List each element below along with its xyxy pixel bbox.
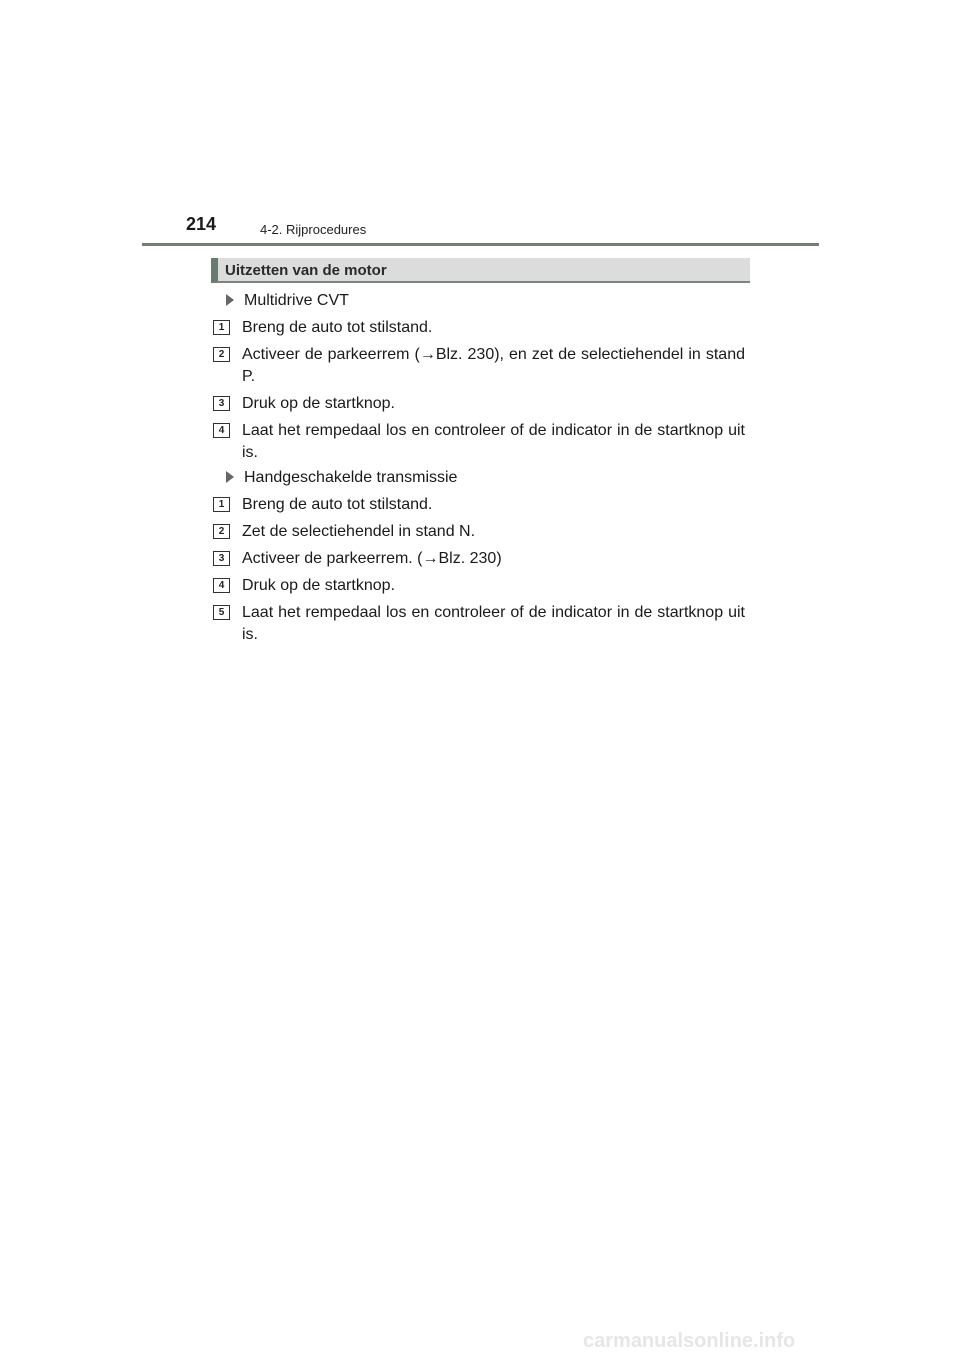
step-number-badge: 1 <box>213 320 230 335</box>
step-number-badge: 3 <box>213 551 230 566</box>
section-title: Uitzetten van de motor <box>225 262 387 279</box>
step-number-badge: 4 <box>213 578 230 593</box>
chapter-title: 4-2. Rijprocedures <box>260 222 367 237</box>
section-heading-bar <box>211 258 750 283</box>
step-text: Druk op de startknop. <box>242 395 395 412</box>
watermark-text: carmanualsonline.info <box>583 1330 796 1352</box>
subheading-manual: Handgeschakelde transmissie <box>226 467 457 489</box>
step-number-badge: 5 <box>213 605 230 620</box>
step-number-badge: 1 <box>213 497 230 512</box>
triangle-bullet-icon <box>226 471 234 483</box>
page-number: 214 <box>186 214 217 234</box>
step-number-badge: 3 <box>213 396 230 411</box>
step-text: Zet de selectiehendel in stand N. <box>242 523 476 540</box>
step-number-badge: 2 <box>213 524 230 539</box>
step-text: Breng de auto tot stilstand. <box>242 496 433 513</box>
subheading-cvt: Multidrive CVT <box>226 290 349 312</box>
step-text: Activeer de parkeerrem. (→Blz. 230) <box>242 550 502 567</box>
step-text: Laat het rempedaal los en controleer of de indicator in de startknop uit is. <box>242 604 745 643</box>
step-text: Activeer de parkeerrem (→Blz. 230), en zet de selectiehendel in stand P. <box>242 346 745 385</box>
header-divider <box>142 243 819 246</box>
step-number-badge: 4 <box>213 423 230 438</box>
triangle-bullet-icon <box>226 294 234 306</box>
step-text: Druk op de startknop. <box>242 577 395 594</box>
step-number-badge: 2 <box>213 347 230 362</box>
step-text: Laat het rempedaal los en controleer of de indicator in de startknop uit is. <box>242 422 745 461</box>
step-text: Breng de auto tot stilstand. <box>242 319 433 336</box>
